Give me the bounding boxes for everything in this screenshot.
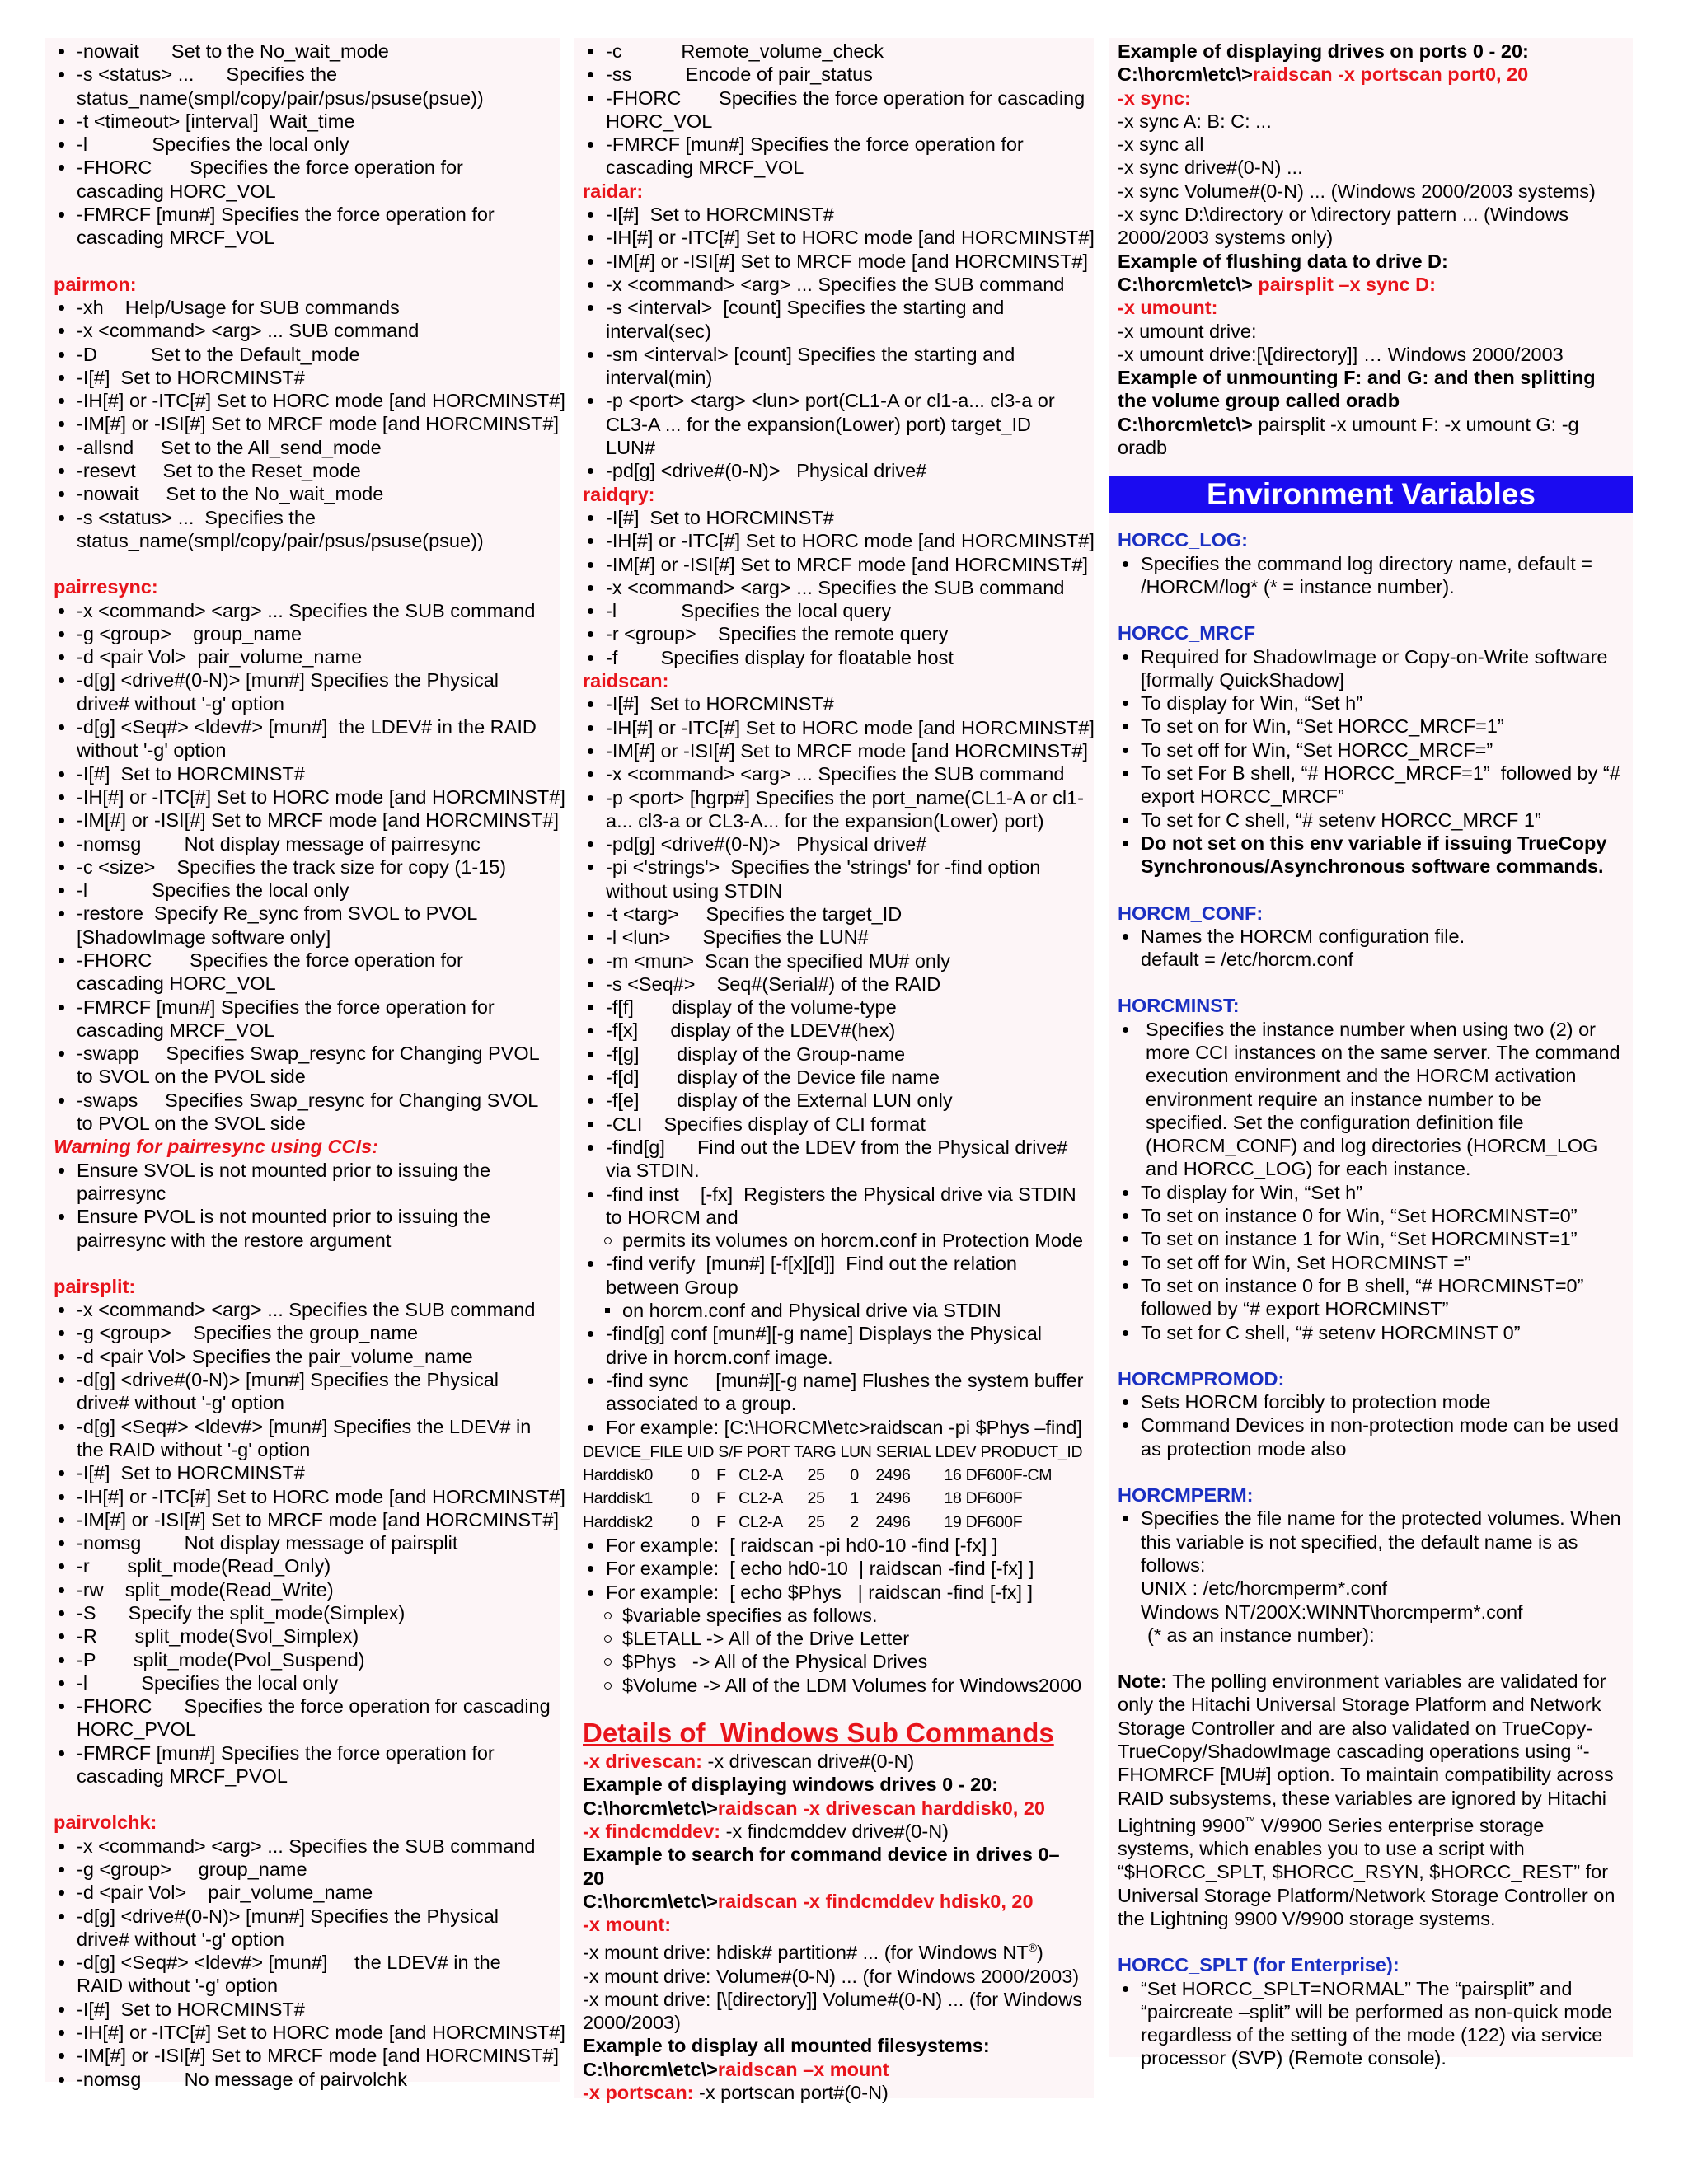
list-subitem: permits its volumes on horcm.conf in Protection Mode [583, 1229, 1085, 1252]
list-item: Specifies the instance number when using two (2) or more CCI instances on the same server. The command execution environment and the HORCM activation environment require an instance number to be specified. Set the configuration definition file (HORCM_CONF) and log directories (HORCM_LOG and HORCC_LOG) for each instance. [1118, 1018, 1625, 1181]
list-item: -r split_mode(Read_Only) [54, 1554, 551, 1577]
list-subitem: $Phys -> All of the Physical Drives [583, 1650, 1085, 1673]
sync-line: -x sync drive#(0-N) ... [1118, 157, 1303, 179]
sync-example-cmd: pairsplit –x sync D: [1252, 273, 1436, 295]
list-item: -p <port> [hgrp#] Specifies the port_name(CL1-A or cl1-a... cl3-a or CL3-A... for the expansion(Lower) port) [583, 786, 1085, 833]
list-item: Required for ShadowImage or Copy-on-Write software [formally QuickShadow] [1118, 645, 1625, 692]
list-item: -x <command> <arg> ... Specifies the SUB command [54, 1298, 551, 1321]
list-item: -FHORC Specifies the force operation for cascading HORC_PVOL [54, 1694, 551, 1741]
list-item: -P split_mode(Pvol_Suspend) [54, 1648, 551, 1671]
portscan-example [1118, 63, 1625, 86]
raidqry-section [583, 483, 1095, 669]
prompt: C:\horcm\etc\> [1118, 273, 1253, 295]
raidar-section [583, 180, 1095, 483]
list-item: -IM[#] or -ISI[#] Set to MRCF mode [and HORCMINST#] [54, 1508, 551, 1531]
findcmddev-example [583, 1890, 1085, 1913]
intro-options-list [54, 40, 551, 250]
sync-example-label: Example of flushing data to drive D: [1118, 250, 1448, 272]
intro-options-list [583, 40, 1090, 180]
horcmperm-section [1118, 1483, 1625, 1647]
horcm-conf-default: default = /etc/horcm.conf [1141, 949, 1353, 971]
list-item: -CLI Specifies display of CLI format [583, 1113, 1085, 1136]
list-item: -FMRCF [mun#] Specifies the force operation for cascading MRCF_VOL [54, 996, 551, 1043]
list-item: -f[x] display of the LDEV#(hex) [583, 1019, 1085, 1042]
horcc-log-section [1118, 528, 1625, 598]
list-item: -r <group> Specifies the remote query [583, 622, 1085, 645]
list-item: -restore Specify Re_sync from SVOL to PVOL [ShadowImage software only] [54, 902, 551, 949]
list-item: -find[g] conf [mun#][-g name] Displays the Physical drive in horcm.conf image. [583, 1322, 1085, 1369]
list-item: -d[g] <drive#(0-N)> [mun#] Specifies the Physical drive# without '-g' option [54, 668, 551, 715]
list-item: -x <command> <arg> ... Specifies the SUB command [583, 273, 1085, 296]
list-item: -d <pair Vol> pair_volume_name [54, 1881, 551, 1904]
horcmpromod-heading: HORCMPROMOD: [1118, 1367, 1285, 1390]
note-section [1118, 1670, 1625, 1930]
umount-example [1118, 413, 1625, 460]
list-item: -l Specifies the local only [54, 1671, 551, 1694]
table-row: Harddisk1 0 F CL2-A 25 1 2496 18 DF600F [583, 1489, 1023, 1508]
sync-line: -x sync A: B: C: ... [1118, 110, 1272, 132]
list-item: -f[d] display of the Device file name [583, 1066, 1085, 1089]
column-right [1109, 38, 1633, 2069]
list-item: To display for Win, “Set h” [1118, 1181, 1625, 1204]
list-item: -FMRCF [mun#] Specifies the force operation for cascading MRCF_VOL [583, 133, 1085, 180]
list-item: To set for C shell, “# setenv HORCC_MRCF 1” [1118, 808, 1625, 832]
mount-example [583, 2058, 1085, 2081]
list-item: -x <command> <arg> ... Specifies the SUB command [583, 762, 1085, 785]
list-item: -pd[g] <drive#(0-N)> Physical drive# [583, 459, 1085, 482]
list-item: -x <command> <arg> ... Specifies the SUB command [583, 576, 1085, 599]
list-item: -s <interval> [count] Specifies the starting and interval(sec) [583, 296, 1085, 343]
drivescan-cmd: -x drivescan: [583, 1750, 702, 1773]
pairresync-heading: pairresync: [54, 576, 158, 598]
list-item: -I[#] Set to HORCMINST# [54, 1998, 551, 2021]
horcminst-heading: HORCMINST: [1118, 995, 1240, 1017]
list-item: -l Specifies the local only [54, 133, 551, 156]
list-item: -pi <'strings'> Specifies the 'strings' for -find option without using STDIN [583, 855, 1085, 902]
pairmon-section [54, 273, 565, 553]
drivescan-line [583, 1750, 1085, 1773]
mount-line-1 [583, 1936, 1085, 1964]
environment-variables-banner: Environment Variables [1109, 476, 1633, 513]
sync-line: -x sync Volume#(0-N) ... (Windows 2000/2003 systems) [1118, 180, 1596, 202]
list-item: -rw split_mode(Read_Write) [54, 1578, 551, 1601]
list-item: -FHORC Specifies the force operation for cascading HORC_VOL [54, 156, 551, 203]
list-item: To set on instance 0 for Win, “Set HORCMINST=0” [1118, 1204, 1625, 1227]
list-item: -d[g] <drive#(0-N)> [mun#] Specifies the Physical drive# without '-g' option [54, 1368, 551, 1415]
list-item: -g <group> group_name [54, 1858, 551, 1881]
note-text-b: V/9900 Series enterprise storage systems, which enables you to use a script with “$HORCC_SPLT, $HORCC_RSYN, $HORCC_REST” for Universal Storage Platform/Network Storage Controller on the Lightning 9900 V/9900 storage systems. [1118, 1814, 1615, 1929]
list-item: -IM[#] or -ISI[#] Set to MRCF mode [and HORCMINST#] [54, 2044, 551, 2067]
pairsplit-section [54, 1275, 565, 1788]
list-item: -x <command> <arg> ... Specifies the SUB command [54, 599, 551, 622]
findcmddev-cmd: -x findcmddev: [583, 1820, 721, 1842]
list-item: -xh Help/Usage for SUB commands [54, 296, 551, 319]
list-item: For example: [ raidscan -pi hd0-10 -find [-fx] ] [583, 1534, 1085, 1557]
list-item: -FMRCF [mun#] Specifies the force operation for cascading MRCF_VOL [54, 203, 551, 250]
list-item: -I[#] Set to HORCMINST# [54, 762, 551, 785]
list-item: -swapp Specifies Swap_resync for Changing PVOL to SVOL on the PVOL side [54, 1042, 551, 1089]
list-item: -nowait Set to the No_wait_mode [54, 482, 551, 505]
list-item: Specifies the file name for the protected volumes. When this variable is not specified, the default name is as follows: [1118, 1507, 1625, 1577]
list-item: -g <group> group_name [54, 622, 551, 645]
pairmon-heading: pairmon: [54, 273, 137, 295]
list-item: -IH[#] or -ITC[#] Set to HORC mode [and HORCMINST#] [583, 226, 1085, 249]
horcmperm-instance: (* as an instance number): [1147, 1624, 1375, 1646]
horcminst-section [1118, 994, 1625, 1343]
prompt: C:\horcm\etc\> [583, 2058, 718, 2080]
list-item: -I[#] Set to HORCMINST# [583, 506, 1085, 529]
list-item: -IH[#] or -ITC[#] Set to HORC mode [and HORCMINST#] [583, 529, 1085, 552]
list-item: To set off for Win, “Set HORCC_MRCF=” [1118, 738, 1625, 762]
list-item: -p <port> <targ> <lun> port(CL1-A or cl1-a... cl3-a or CL3-A ... for the expansion(Lower) port) target_ID LUN# [583, 389, 1085, 459]
list-item: To set For B shell, “# HORCC_MRCF=1” followed by “# export HORCC_MRCF” [1118, 762, 1625, 808]
list-item: -d[g] <Seq#> <ldev#> [mun#] the LDEV# in the RAID without '-g' option [54, 715, 551, 762]
pairsplit-heading: pairsplit: [54, 1275, 136, 1297]
list-item: -I[#] Set to HORCMINST# [583, 692, 1085, 715]
list-item: -f Specifies display for floatable host [583, 646, 1085, 669]
list-item: Names the HORCM configuration file. [1118, 925, 1625, 948]
list-item: For example: [ echo hd0-10 | raidscan -find [-fx] ] [583, 1557, 1085, 1580]
pairvolchk-heading: pairvolchk: [54, 1811, 157, 1834]
list-item: Ensure PVOL is not mounted prior to issuing the pairresync with the restore argument [54, 1205, 551, 1252]
list-subitem: $LETALL -> All of the Drive Letter [583, 1627, 1085, 1650]
list-item: -FHORC Specifies the force operation for cascading HORC_VOL [54, 949, 551, 996]
note-text-a: The polling environment variables are validated for only the Hitachi Universal Storage Platform and Network Storage Controller and are also validated on TrueCopy-TrueCopy/ShadowImage cascading operations using “-FHOMRCF [MU#] option. To maintain compatibility across RAID subsystems, these variables are ignored by Hitachi Lightning 9900 [1118, 1671, 1614, 1836]
list-item: -find[g] Find out the LDEV from the Physical drive# via STDIN. [583, 1136, 1085, 1183]
windows-sub-commands-title: Details of Windows Sub Commands [583, 1718, 1054, 1749]
horcc-log-heading: HORCC_LOG: [1118, 529, 1248, 551]
list-item: -d <pair Vol> pair_volume_name [54, 645, 551, 668]
mount-line-1-end: ) [1037, 1942, 1043, 1964]
umount-line: -x umount drive:[\[directory]] … Windows 2000/2003 [1118, 343, 1564, 365]
list-item: -IM[#] or -ISI[#] Set to MRCF mode [and HORCMINST#] [583, 553, 1085, 576]
sync-line: -x sync all [1118, 134, 1204, 156]
sync-example [1118, 273, 1625, 296]
list-item: -f[g] display of the Group-name [583, 1043, 1085, 1066]
column-left [45, 38, 565, 2090]
table-row: Harddisk2 0 F CL2-A 25 2 2496 19 DF600F [583, 1512, 1023, 1531]
mount-line-2: -x mount drive: Volume#(0-N) ... (for Windows 2000/2003) [583, 1965, 1080, 1987]
note-label: Note: [1118, 1671, 1168, 1693]
prompt: C:\horcm\etc\> [583, 1797, 718, 1819]
list-item: Specifies the command log directory name, default = /HORCM/log* (* = instance number). [1118, 552, 1625, 599]
list-item: -FMRCF [mun#] Specifies the force operation for cascading MRCF_PVOL [54, 1741, 551, 1788]
list-item: -nomsg Not display message of pairsplit [54, 1531, 551, 1554]
list-item: -find sync [mun#][-g name] Flushes the system buffer associated to a group. [583, 1369, 1085, 1416]
drivescan-example [583, 1797, 1085, 1820]
raidscan-output-table [583, 1441, 1085, 1534]
umount-cmd: -x umount: [1118, 297, 1218, 319]
list-item: -d[g] <drive#(0-N)> [mun#] Specifies the Physical drive# without '-g' option [54, 1905, 551, 1952]
list-item: -d <pair Vol> Specifies the pair_volume_name [54, 1345, 551, 1368]
raidqry-heading: raidqry: [583, 483, 655, 505]
findcmddev-line [583, 1820, 1085, 1843]
list-item: -swaps Specifies Swap_resync for Changing SVOL to PVOL on the SVOL side [54, 1089, 551, 1136]
list-item: -IH[#] or -ITC[#] Set to HORC mode [and HORCMINST#] [54, 1485, 551, 1508]
list-item: -g <group> Specifies the group_name [54, 1321, 551, 1344]
portscan-line [583, 2081, 1085, 2104]
drivescan-example-label: Example of displaying windows drives 0 - 20: [583, 1774, 999, 1796]
list-item: To display for Win, “Set h” [1118, 691, 1625, 715]
list-item: For example: [C:\HORCM\etc>raidscan -pi $Phys –find] [583, 1416, 1085, 1439]
list-item: -c Remote_volume_check [583, 40, 1085, 63]
list-item: To set for C shell, “# setenv HORCMINST 0” [1118, 1321, 1625, 1344]
list-subitem: $variable specifies as follows. [583, 1604, 1085, 1627]
list-item: -IH[#] or -ITC[#] Set to HORC mode [and HORCMINST#] [54, 389, 551, 412]
horcmperm-windows: Windows NT/200X:WINNT\horcmperm*.conf [1141, 1601, 1523, 1623]
list-item: -IH[#] or -ITC[#] Set to HORC mode [and HORCMINST#] [54, 785, 551, 808]
list-item: -IH[#] or -ITC[#] Set to HORC mode [and HORCMINST#] [54, 2021, 551, 2044]
mount-example-cmd: raidscan –x mount [717, 2058, 889, 2080]
list-item: -sm <interval> [count] Specifies the starting and interval(min) [583, 343, 1085, 390]
horcmperm-heading: HORCMPERM: [1118, 1484, 1254, 1507]
raidscan-section [583, 669, 1095, 1697]
list-item: -FHORC Specifies the force operation for cascading HORC_VOL [583, 87, 1085, 134]
findcmddev-example-label: Example to search for command device in drives 0– 20 [583, 1844, 1060, 1889]
list-subitem: on horcm.conf and Physical drive via STDIN [583, 1299, 1085, 1322]
prompt: C:\horcm\etc\> [583, 1890, 718, 1912]
list-item: -t <targ> Specifies the target_ID [583, 902, 1085, 926]
horcm-conf-heading: HORCM_CONF: [1118, 902, 1264, 924]
table-header: DEVICE_FILE UID S/F PORT TARG LUN SERIAL LDEV PRODUCT_ID [583, 1442, 1083, 1461]
list-item: -IM[#] or -ISI[#] Set to MRCF mode [and HORCMINST#] [583, 250, 1085, 273]
findcmddev-syntax: -x findcmddev drive#(0-N) [720, 1820, 949, 1842]
list-item: -I[#] Set to HORCMINST# [54, 366, 551, 389]
mount-line-1-text: -x mount drive: hdisk# partition# ... (for Windows NT [583, 1942, 1029, 1964]
portscan-cmd: -x portscan: [583, 2082, 694, 2104]
list-item: -f[e] display of the External LUN only [583, 1089, 1085, 1112]
drivescan-example-cmd: raidscan -x drivescan harddisk0, 20 [717, 1797, 1045, 1819]
list-item: -c <size> Specifies the track size for copy (1-15) [54, 855, 551, 879]
list-item: -m <mun> Scan the specified MU# only [583, 949, 1085, 972]
sync-line: -x sync D:\directory or \directory pattern ... (Windows 2000/2003 systems only) [1118, 204, 1569, 249]
list-item: Do not set on this env variable if issuing TrueCopy Synchronous/Asynchronous software commands. [1118, 832, 1625, 879]
list-item: For example: [ echo $Phys | raidscan -find [-fx] ] [583, 1581, 1085, 1604]
list-item: -f[f] display of the volume-type [583, 996, 1085, 1019]
table-row: Harddisk0 0 F CL2-A 25 0 2496 16 DF600F-CM [583, 1466, 1053, 1485]
findcmddev-example-cmd: raidscan -x findcmddev hdisk0, 20 [717, 1890, 1034, 1912]
portscan-example-cmd: raidscan -x portscan port0, 20 [1252, 63, 1529, 86]
list-item: -s <status> ... Specifies the status_name(smpl/copy/pair/psus/psuse(psue)) [54, 506, 551, 553]
list-item: -R split_mode(Svol_Simplex) [54, 1624, 551, 1647]
list-item: -nomsg No message of pairvolchk [54, 2068, 551, 2091]
raidar-heading: raidar: [583, 180, 644, 202]
list-item: -allsnd Set to the All_send_mode [54, 436, 551, 459]
pairresync-warning: Warning for pairresync using CCIs: [54, 1136, 378, 1158]
horcc-mrcf-heading: HORCC_MRCF [1118, 622, 1256, 644]
list-item: To set off for Win, Set HORCMINST =” [1118, 1251, 1625, 1274]
list-item: -resevt Set to the Reset_mode [54, 459, 551, 482]
list-item: -ss Encode of pair_status [583, 63, 1085, 86]
list-item: -I[#] Set to HORCMINST# [583, 203, 1085, 226]
list-item: -IM[#] or -ISI[#] Set to MRCF mode [and HORCMINST#] [54, 412, 551, 435]
list-item: -S Specify the split_mode(Simplex) [54, 1601, 551, 1624]
list-item: -d[g] <Seq#> <ldev#> [mun#] Specifies the LDEV# in the RAID without '-g' option [54, 1415, 551, 1462]
horcmpromod-section [1118, 1367, 1625, 1460]
drivescan-syntax: -x drivescan drive#(0-N) [701, 1750, 915, 1773]
list-item: -d[g] <Seq#> <ldev#> [mun#] the LDEV# in the RAID without '-g' option [54, 1951, 551, 1998]
list-item: -pd[g] <drive#(0-N)> Physical drive# [583, 832, 1085, 855]
pairresync-section [54, 575, 565, 1252]
raidscan-heading: raidscan: [583, 670, 669, 692]
list-item: -x <command> <arg> ... Specifies the SUB command [54, 1835, 551, 1858]
list-item: Sets HORCM forcibly to protection mode [1118, 1390, 1625, 1413]
umount-line: -x umount drive: [1118, 320, 1257, 342]
windows-sub-commands-section [583, 1717, 1085, 2104]
list-item: Ensure SVOL is not mounted prior to issuing the pairresync [54, 1159, 551, 1206]
note-paragraph [1118, 1670, 1625, 1930]
portscan-example-label: Example of displaying drives on ports 0 - 20: [1118, 40, 1529, 62]
list-item: -IH[#] or -ITC[#] Set to HORC mode [and HORCMINST#] [583, 716, 1085, 739]
list-item: -nowait Set to the No_wait_mode [54, 40, 551, 63]
list-item: “Set HORCC_SPLT=NORMAL” The “pairsplit” and “paircreate –split” will be performed as non-quick mode regardless of the setting of the mode (122) via service processor (SVP) (Remote console). [1118, 1977, 1625, 2070]
list-item: -find verify [mun#] [-f[x][d]] Find out the relation between Group [583, 1252, 1085, 1299]
mount-cmd: -x mount: [583, 1914, 672, 1936]
horcm-conf-section [1118, 902, 1625, 972]
umount-example-label: Example of unmounting F: and G: and then splitting the volume group called oradb [1118, 367, 1596, 412]
list-item: Command Devices in non-protection mode can be used as protection mode also [1118, 1413, 1625, 1460]
list-item: -l Specifies the local query [583, 599, 1085, 622]
list-item: To set on instance 0 for B shell, “# HORCMINST=0” followed by “# export HORCMINST” [1118, 1274, 1625, 1321]
umount-example-cmd: pairsplit -x umount F: -x umount G: -g oradb [1118, 413, 1579, 459]
prompt: C:\horcm\etc\> [1118, 63, 1253, 86]
horcc-splt-section [1118, 1953, 1625, 2069]
list-item: -find inst [-fx] Registers the Physical drive via STDIN to HORCM and [583, 1183, 1085, 1230]
list-item: -s <status> ... Specifies the status_name(smpl/copy/pair/psus/psuse(psue)) [54, 63, 551, 110]
prompt: C:\horcm\etc\> [1118, 413, 1253, 435]
horcmperm-unix: UNIX : /etc/horcmperm*.conf [1141, 1577, 1388, 1600]
list-item: To set on instance 1 for Win, “Set HORCMINST=1” [1118, 1227, 1625, 1250]
mount-line-3: -x mount drive: [\[directory]] Volume#(0-N) ... (for Windows 2000/2003) [583, 1988, 1082, 2034]
column-middle [574, 38, 1095, 2104]
horcc-splt-heading: HORCC_SPLT (for Enterprise): [1118, 1954, 1400, 1976]
list-item: -I[#] Set to HORCMINST# [54, 1461, 551, 1484]
sync-cmd: -x sync: [1118, 87, 1191, 109]
list-item: -D Set to the Default_mode [54, 343, 551, 366]
horcc-mrcf-section [1118, 621, 1625, 878]
list-item: -nomsg Not display message of pairresync [54, 832, 551, 855]
registered-mark: ® [1028, 1941, 1038, 1955]
trademark-mark: ™ [1245, 1814, 1256, 1827]
mount-example-label: Example to display all mounted filesystems: [583, 2035, 990, 2057]
list-item: -l <lun> Specifies the LUN# [583, 926, 1085, 949]
pairvolchk-section [54, 1811, 565, 2091]
list-item: -IM[#] or -ISI[#] Set to MRCF mode [and HORCMINST#] [54, 808, 551, 832]
list-item: -s <Seq#> Seq#(Serial#) of the RAID [583, 972, 1085, 996]
list-item: To set on for Win, “Set HORCC_MRCF=1” [1118, 715, 1625, 738]
list-item: -l Specifies the local only [54, 879, 551, 902]
portscan-syntax: -x portscan port#(0-N) [693, 2082, 889, 2104]
list-item: -t <timeout> [interval] Wait_time [54, 110, 551, 133]
list-item: -IM[#] or -ISI[#] Set to MRCF mode [and HORCMINST#] [583, 739, 1085, 762]
list-item: -x <command> <arg> ... SUB command [54, 319, 551, 342]
list-subitem: $Volume -> All of the LDM Volumes for Windows2000 [583, 1674, 1085, 1697]
